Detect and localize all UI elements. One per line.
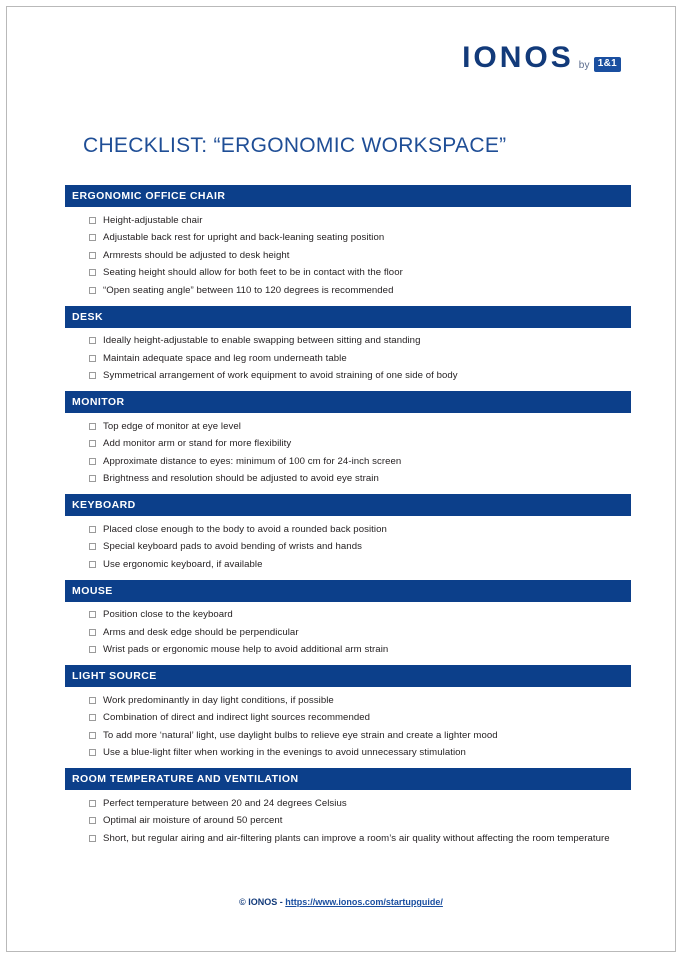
section-item-list <box>65 207 631 306</box>
checklist-item-label: To add more ‘natural’ light, use daylight bulbs to relieve eye strain and create a lighter mood <box>103 729 498 741</box>
checklist-item[interactable] <box>65 692 631 710</box>
checklist-item-label: “Open seating angle” between 110 to 120 degrees is recommended <box>103 284 394 296</box>
checkbox-icon[interactable] <box>89 440 96 447</box>
section-heading: ERGONOMIC OFFICE CHAIR <box>65 185 631 207</box>
checklist-item[interactable] <box>65 333 631 351</box>
checklist-item[interactable] <box>65 710 631 728</box>
checklist-item[interactable] <box>65 368 631 386</box>
checklist-item-label: Short, but regular airing and air-filtering plants can improve a room’s air quality without affecting the room temperature <box>103 832 610 844</box>
checkbox-icon[interactable] <box>89 269 96 276</box>
checklist-item[interactable] <box>65 539 631 557</box>
checklist-item[interactable] <box>65 471 631 489</box>
section-item-list <box>65 687 631 768</box>
checklist-item-label: Optimal air moisture of around 50 percent <box>103 815 283 826</box>
checklist-item-label: Brightness and resolution should be adjusted to avoid eye strain <box>103 473 379 484</box>
checkbox-icon[interactable] <box>89 217 96 224</box>
footer-link[interactable]: https://www.ionos.com/startupguide/ <box>285 897 443 907</box>
checklist-item-label: Work predominantly in day light conditions, if possible <box>103 694 334 706</box>
checklist-section <box>65 306 631 392</box>
page-title: CHECKLIST: “ERGONOMIC WORKSPACE” <box>83 134 507 157</box>
checklist-item[interactable] <box>65 230 631 248</box>
checkbox-icon[interactable] <box>89 252 96 259</box>
checkbox-icon[interactable] <box>89 475 96 482</box>
section-heading: MOUSE <box>65 580 631 602</box>
checklist-item-label: Placed close enough to the body to avoid a rounded back position <box>103 523 387 535</box>
checklist-section <box>65 580 631 666</box>
checklist-section <box>65 391 631 494</box>
checkbox-icon[interactable] <box>89 646 96 653</box>
checklist-item-label: Arms and desk edge should be perpendicular <box>103 626 299 638</box>
section-item-list <box>65 790 631 854</box>
section-heading: MONITOR <box>65 391 631 413</box>
checkbox-icon[interactable] <box>89 372 96 379</box>
checkbox-icon[interactable] <box>89 697 96 704</box>
checklist-section <box>65 665 631 768</box>
section-item-list <box>65 413 631 494</box>
checklist-item[interactable] <box>65 265 631 283</box>
footer <box>7 897 675 907</box>
checklist-section <box>65 494 631 580</box>
checklist-section <box>65 185 631 306</box>
checkbox-icon[interactable] <box>89 561 96 568</box>
logo-1and1-badge: 1&1 <box>594 57 621 72</box>
checklist-item[interactable] <box>65 642 631 660</box>
checklist-item-label: Wrist pads or ergonomic mouse help to avoid additional arm strain <box>103 644 389 655</box>
checklist-item[interactable] <box>65 521 631 539</box>
checklist-item-label: Use ergonomic keyboard, if available <box>103 558 263 570</box>
logo-wordmark: IONOS <box>462 41 574 74</box>
checklist-item[interactable] <box>65 212 631 230</box>
checklist-item-label: Position close to the keyboard <box>103 609 233 620</box>
checklist-item-label: Symmetrical arrangement of work equipment to avoid straining of one side of body <box>103 370 458 381</box>
checklist-item[interactable] <box>65 624 631 642</box>
ionos-logo <box>462 43 621 73</box>
checkbox-icon[interactable] <box>89 234 96 241</box>
checklist-item[interactable] <box>65 282 631 300</box>
checklist-item-label: Ideally height-adjustable to enable swapping between sitting and standing <box>103 335 421 346</box>
checklist-item[interactable] <box>65 795 631 813</box>
checklist-item-label: Adjustable back rest for upright and back-leaning seating position <box>103 232 385 243</box>
checkbox-icon[interactable] <box>89 714 96 721</box>
checklist-item[interactable] <box>65 350 631 368</box>
footer-copyright: © IONOS - <box>239 897 286 907</box>
checklist-item-label: Seating height should allow for both feet to be in contact with the floor <box>103 267 403 278</box>
checklist-item-label: Add monitor arm or stand for more flexibility <box>103 438 292 449</box>
checklist-item-label: Use a blue-light filter when working in the evenings to avoid unnecessary stimulation <box>103 747 466 758</box>
checkbox-icon[interactable] <box>89 611 96 618</box>
section-item-list <box>65 328 631 392</box>
section-heading: ROOM TEMPERATURE AND VENTILATION <box>65 768 631 790</box>
checklist-item-label: Approximate distance to eyes: minimum of 100 cm for 24-inch screen <box>103 455 402 467</box>
checklist-item-label: Top edge of monitor at eye level <box>103 420 241 432</box>
checklist-item[interactable] <box>65 830 631 848</box>
checkbox-icon[interactable] <box>89 749 96 756</box>
logo-by-label: by <box>578 60 590 71</box>
checkbox-icon[interactable] <box>89 458 96 465</box>
checklist-item[interactable] <box>65 607 631 625</box>
checkbox-icon[interactable] <box>89 423 96 430</box>
checklist-item-label: Maintain adequate space and leg room underneath table <box>103 352 347 364</box>
checklist-item[interactable] <box>65 813 631 831</box>
checkbox-icon[interactable] <box>89 732 96 739</box>
checklist-item[interactable] <box>65 436 631 454</box>
checklist-section <box>65 768 631 854</box>
checkbox-icon[interactable] <box>89 337 96 344</box>
checkbox-icon[interactable] <box>89 817 96 824</box>
section-item-list <box>65 516 631 580</box>
checkbox-icon[interactable] <box>89 526 96 533</box>
document-page <box>6 6 676 952</box>
checkbox-icon[interactable] <box>89 629 96 636</box>
checkbox-icon[interactable] <box>89 355 96 362</box>
checkbox-icon[interactable] <box>89 543 96 550</box>
checklist-item-label: Perfect temperature between 20 and 24 degrees Celsius <box>103 797 347 809</box>
section-heading: LIGHT SOURCE <box>65 665 631 687</box>
checkbox-icon[interactable] <box>89 835 96 842</box>
checklist-item[interactable] <box>65 418 631 436</box>
checklist-item-label: Height-adjustable chair <box>103 214 203 226</box>
section-heading: KEYBOARD <box>65 494 631 516</box>
checklist-item[interactable] <box>65 556 631 574</box>
checklist-item-label: Combination of direct and indirect light sources recommended <box>103 712 371 723</box>
checklist-item[interactable] <box>65 453 631 471</box>
checkbox-icon[interactable] <box>89 287 96 294</box>
checklist-item-label: Special keyboard pads to avoid bending of wrists and hands <box>103 541 362 552</box>
checklist-item[interactable] <box>65 745 631 763</box>
section-heading: DESK <box>65 306 631 328</box>
checklist-body <box>65 185 631 854</box>
checkbox-icon[interactable] <box>89 800 96 807</box>
section-item-list <box>65 602 631 666</box>
checklist-item[interactable] <box>65 247 631 265</box>
checklist-item[interactable] <box>65 727 631 745</box>
checklist-item-label: Armrests should be adjusted to desk height <box>103 249 290 261</box>
